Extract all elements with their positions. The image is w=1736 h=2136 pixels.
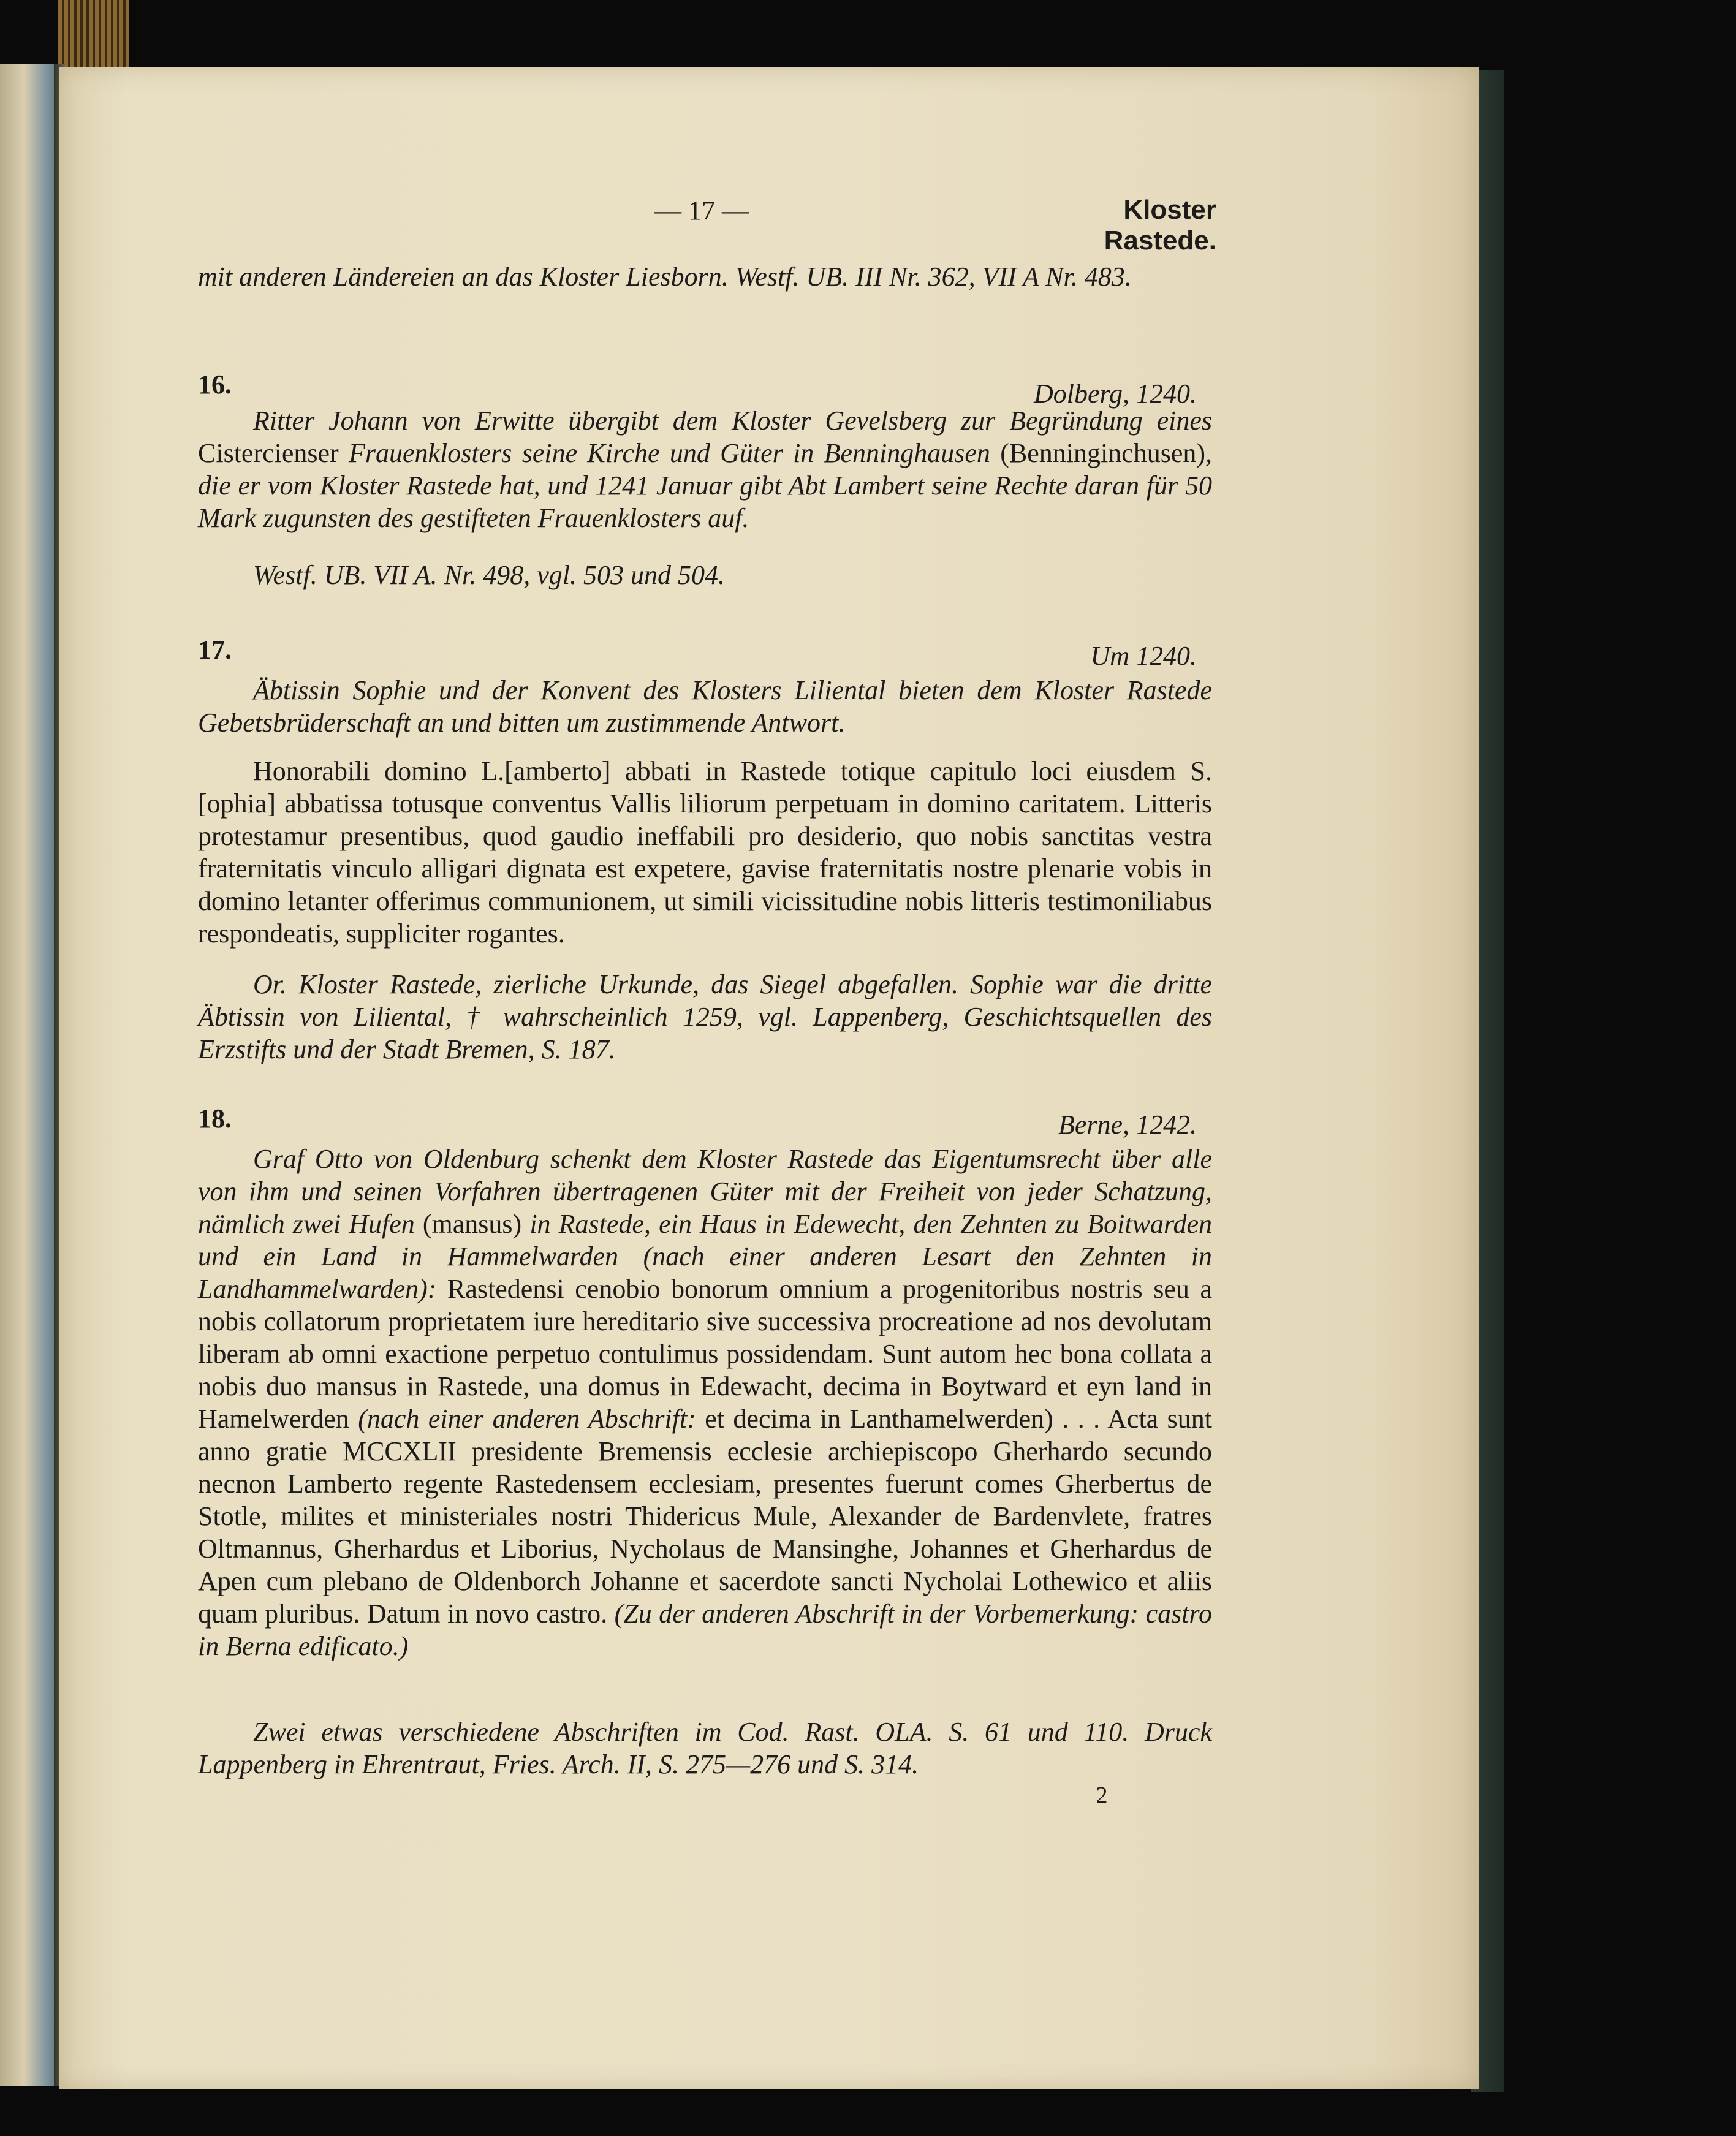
page-number: — 17 — bbox=[654, 195, 749, 225]
summary-part: (Benninginchusen) bbox=[1000, 438, 1205, 468]
entry-summary bbox=[198, 404, 1212, 534]
entry-date: Dolberg, 1240. bbox=[1033, 379, 1197, 409]
binding-strip bbox=[58, 0, 129, 70]
summary-part: Cistercienser bbox=[198, 438, 339, 468]
continuation-text: mit anderen Ländereien an das Kloster Liesborn. Westf. UB. III Nr. 362, VII A Nr. 483. bbox=[198, 262, 1132, 292]
entry-source: Westf. UB. VII A. Nr. 498, vgl. 503 und 504. bbox=[253, 560, 725, 590]
body-part: Rastedensi cenobio bonorum omnium a progenitoribus nostris seu a nobis collatorum proprietatem iure hereditario sive successiva procreatione ad nos devolutam liberam ab omni exactione perpetuo contulimus possidendam. Sunt autom hec bona collata a nobis duo mansus in Rastede, una domus in Edewacht, decima in Boytward et eyn land in Hamelwerden bbox=[198, 1274, 1212, 1434]
body-part: Graf Otto von Oldenburg schenkt dem Kloster Rastede das Eigentumsrecht über alle von ihm und seinen Vorfahren übertragenen Güter mit der Freiheit von jeder Schatzung, nämlich zwei Hufen bbox=[198, 1144, 1212, 1239]
summary-part: Frauenklosters seine Kirche und Güter in Benninghausen bbox=[338, 438, 1001, 468]
body-part: (Zu der anderen Abschrift in der Vorbemerkung: castro in Berna edificato.) bbox=[198, 1599, 1212, 1661]
body-part: et decima in Lanthamelwerden) . . . Acta sunt anno gratie MCCXLII presidente Bremensis ecclesie archiepiscopo Gherhardo secundo necnon Lamberto regente Rastedensem ecclesiam, presentes fuerunt comes Gherbertus de Stotle, milites et ministeriales nostri Thidericus Mule, Alexander de Bardenvlete, fratres Oltmannus, Gherhardus et Liborius, Nycholaus de Mansinghe, Johannes et Gherhardus de Apen cum plebano de Oldenborch Johanne et sacerdote sancti Nycholai Lothewico et aliis quam pluribus. Datum in novo castro. bbox=[198, 1404, 1212, 1629]
entry-date: Um 1240. bbox=[1090, 641, 1197, 671]
summary-part: , die er vom Kloster Rastede hat, und 1241 Januar gibt Abt Lambert seine Rechte daran für 50 Mark zugunsten des gestifteten Frauenklosters auf. bbox=[198, 438, 1212, 533]
summary-part: Ritter Johann von Erwitte übergibt dem Kloster Gevelsberg zur Begründung eines bbox=[253, 406, 1212, 436]
left-page-edge bbox=[0, 64, 54, 2086]
entry-number: 16. bbox=[198, 369, 232, 400]
body-part: (mansus) bbox=[422, 1209, 522, 1239]
body-part: in Rastede, ein Haus in Edewecht, den Zehnten zu Boitwarden und ein Land in Hammelwarden (nach einer anderen Lesart den Zehnten in Landhammelwarden): bbox=[198, 1209, 1212, 1304]
entry-summary: Äbtissin Sophie und der Konvent des Klosters Liliental bieten dem Kloster Rastede Gebetsbrüderschaft an und bitten um zustimmende Antwort. bbox=[198, 675, 1212, 738]
signature-mark: 2 bbox=[1096, 1782, 1108, 1808]
page bbox=[59, 67, 1479, 2089]
running-title: Kloster Rastede. bbox=[1104, 195, 1216, 256]
entry-number: 17. bbox=[198, 635, 232, 665]
entry-number: 18. bbox=[198, 1104, 232, 1134]
entry-body bbox=[198, 1143, 1212, 1662]
entry-date: Berne, 1242. bbox=[1058, 1110, 1197, 1140]
entry-latin-text: Honorabili domino L.[amberto] abbati in Rastede totique capitulo loci eiusdem S.[ophia] abbatissa totusque conventus Vallis liliorum perpetuam in domino caritatem. Litteris protestamur presentibus, quod gaudio ineffabili pro desiderio, quo nobis sanctitas vestra fraternitatis vinculo alligari dignata est expetere, gavise fraternitatis nostre plenarie vobis in domino letanter offerimus communionem, ut simili vicissitudine nobis litteris testimoniliabus respondeatis, suppliciter rogantes. bbox=[198, 756, 1212, 949]
entry-source: Or. Kloster Rastede, zierliche Urkunde, das Siegel abgefallen. Sophie war die dritte Äbtissin von Liliental, † wahrscheinlich 1259, vgl. Lappenberg, Geschichtsquellen des Erzstifts und der Stadt Bremen, S. 187. bbox=[198, 969, 1212, 1064]
body-part: (nach einer anderen Abschrift: bbox=[358, 1404, 705, 1434]
entry-source: Zwei etwas verschiedene Abschriften im Cod. Rast. OLA. S. 61 und 110. Druck Lappenberg in Ehrentraut, Fries. Arch. II, S. 275—276 und S. 314. bbox=[198, 1717, 1212, 1779]
